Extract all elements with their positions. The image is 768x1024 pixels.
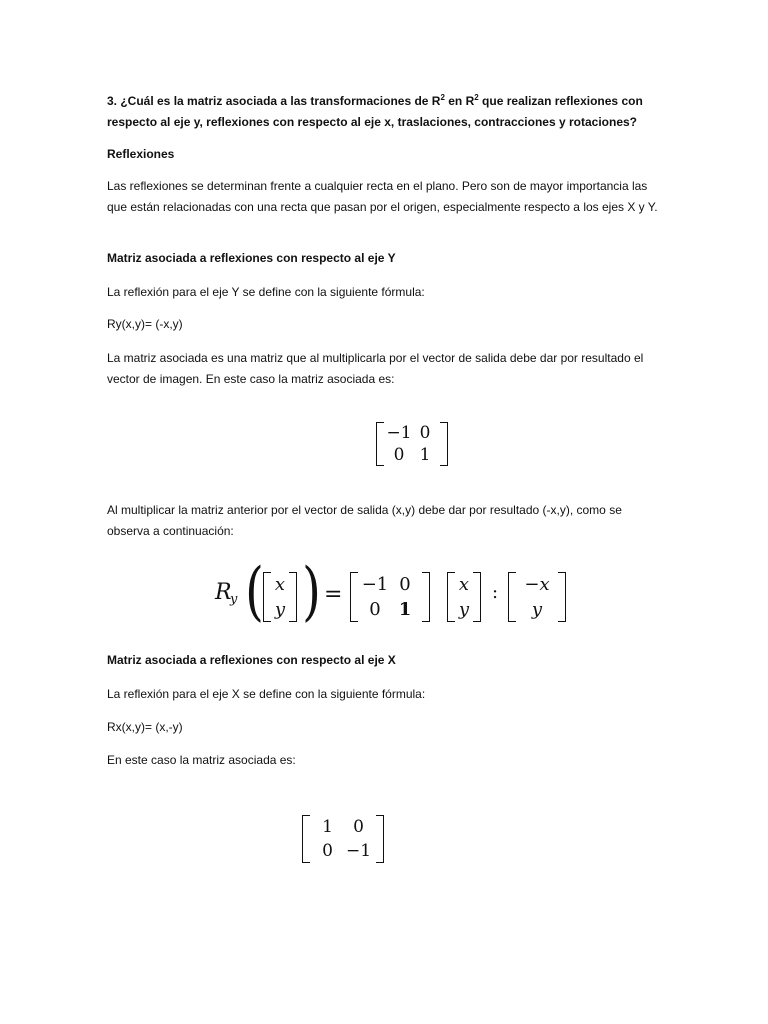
matrix-cell: 1: [419, 445, 431, 465]
vector-cell: y: [531, 599, 543, 620]
matrix-cell: −1: [361, 574, 389, 595]
matrix-eje-y: [376, 422, 448, 466]
explain-eje-x: En este caso la matriz asociada es:: [107, 753, 296, 767]
bracket-left: [350, 572, 358, 622]
matrix-cell: 1: [322, 817, 333, 837]
matrix-cell: 0: [393, 445, 405, 465]
vector-cell: x: [274, 574, 286, 595]
formula-rx: Rx(x,y)= (x,-y): [107, 720, 183, 734]
bracket-left: [302, 815, 310, 863]
matrix-cell: 0: [322, 841, 333, 861]
eq-paren-right: ): [302, 555, 321, 629]
bracket-right: [376, 815, 384, 863]
question-text: [107, 91, 667, 132]
vector-cell: y: [458, 599, 470, 620]
vector-cell: −x: [524, 574, 550, 595]
bracket-right: [422, 572, 430, 622]
bracket-right: [289, 572, 297, 622]
question-prefix: 3. ¿Cuál es la matriz asociada a las transformaciones de R: [107, 94, 441, 108]
eq-result-vector: [508, 572, 566, 622]
matrix-cell: 0: [399, 574, 411, 595]
definition-eje-x: La reflexión para el eje X se define con la siguiente fórmula:: [107, 687, 426, 701]
section-heading-reflexiones: Reflexiones: [107, 147, 175, 161]
eq-r-subscript: y: [230, 592, 238, 607]
matrix-cell: 0: [419, 423, 431, 443]
matrix-cell: 0: [353, 817, 364, 837]
bracket-left: [447, 572, 455, 622]
multiply-paragraph: Al multiplicar la matriz anterior por el vector de salida (x,y) debe dar por resultado (-x,y), como se observa a continuación:: [107, 503, 622, 538]
explain-eje-y: La matriz asociada es una matriz que al multiplicarla por el vector de salida debe dar por resultado el vector de imagen. En este caso la matriz asociada es:: [107, 351, 644, 386]
eq-vector: [447, 572, 481, 622]
question-sup-1: 2: [440, 93, 445, 102]
eq-r-letter: R: [215, 580, 232, 605]
bracket-left: [263, 572, 271, 622]
matrix-cell: −1: [345, 841, 372, 861]
equation-ry: [210, 555, 590, 629]
matrix-eje-x: [302, 815, 384, 863]
definition-eje-y: La reflexión para el eje Y se define con la siguiente fórmula:: [107, 285, 425, 299]
vector-cell: y: [274, 599, 286, 620]
eq-paren-left: (: [245, 555, 264, 629]
matrix-cell: 0: [369, 599, 381, 620]
question-sup-2: 2: [474, 93, 479, 102]
eq-matrix: [350, 572, 430, 622]
question-mid: en R: [444, 94, 475, 108]
eq-equals: =: [324, 582, 343, 607]
eq-input-vector: [263, 572, 297, 622]
bracket-left: [508, 572, 516, 622]
question-suffix: que realizan reflexiones con respecto al eje y, reflexiones con respecto al eje x, traslaciones, contracciones y rotaciones?: [107, 94, 643, 129]
eq-colon: :: [492, 582, 499, 603]
matrix-cell: −1: [386, 423, 412, 443]
matrix-cell: 1: [398, 599, 412, 620]
vector-cell: x: [458, 574, 470, 595]
heading-eje-x: Matriz asociada a reflexiones con respecto al eje X: [107, 653, 396, 667]
heading-eje-y: Matriz asociada a reflexiones con respecto al eje Y: [107, 251, 396, 265]
bracket-right: [473, 572, 481, 622]
bracket-right: [440, 422, 448, 466]
bracket-left: [376, 422, 384, 466]
formula-ry: Ry(x,y)= (-x,y): [107, 317, 183, 331]
bracket-right: [558, 572, 566, 622]
intro-paragraph: Las reflexiones se determinan frente a cualquier recta en el plano. Pero son de mayor importancia las que están relacionadas con una recta que pasan por el origen, especialmente respecto a los ejes X y Y.: [107, 179, 658, 214]
